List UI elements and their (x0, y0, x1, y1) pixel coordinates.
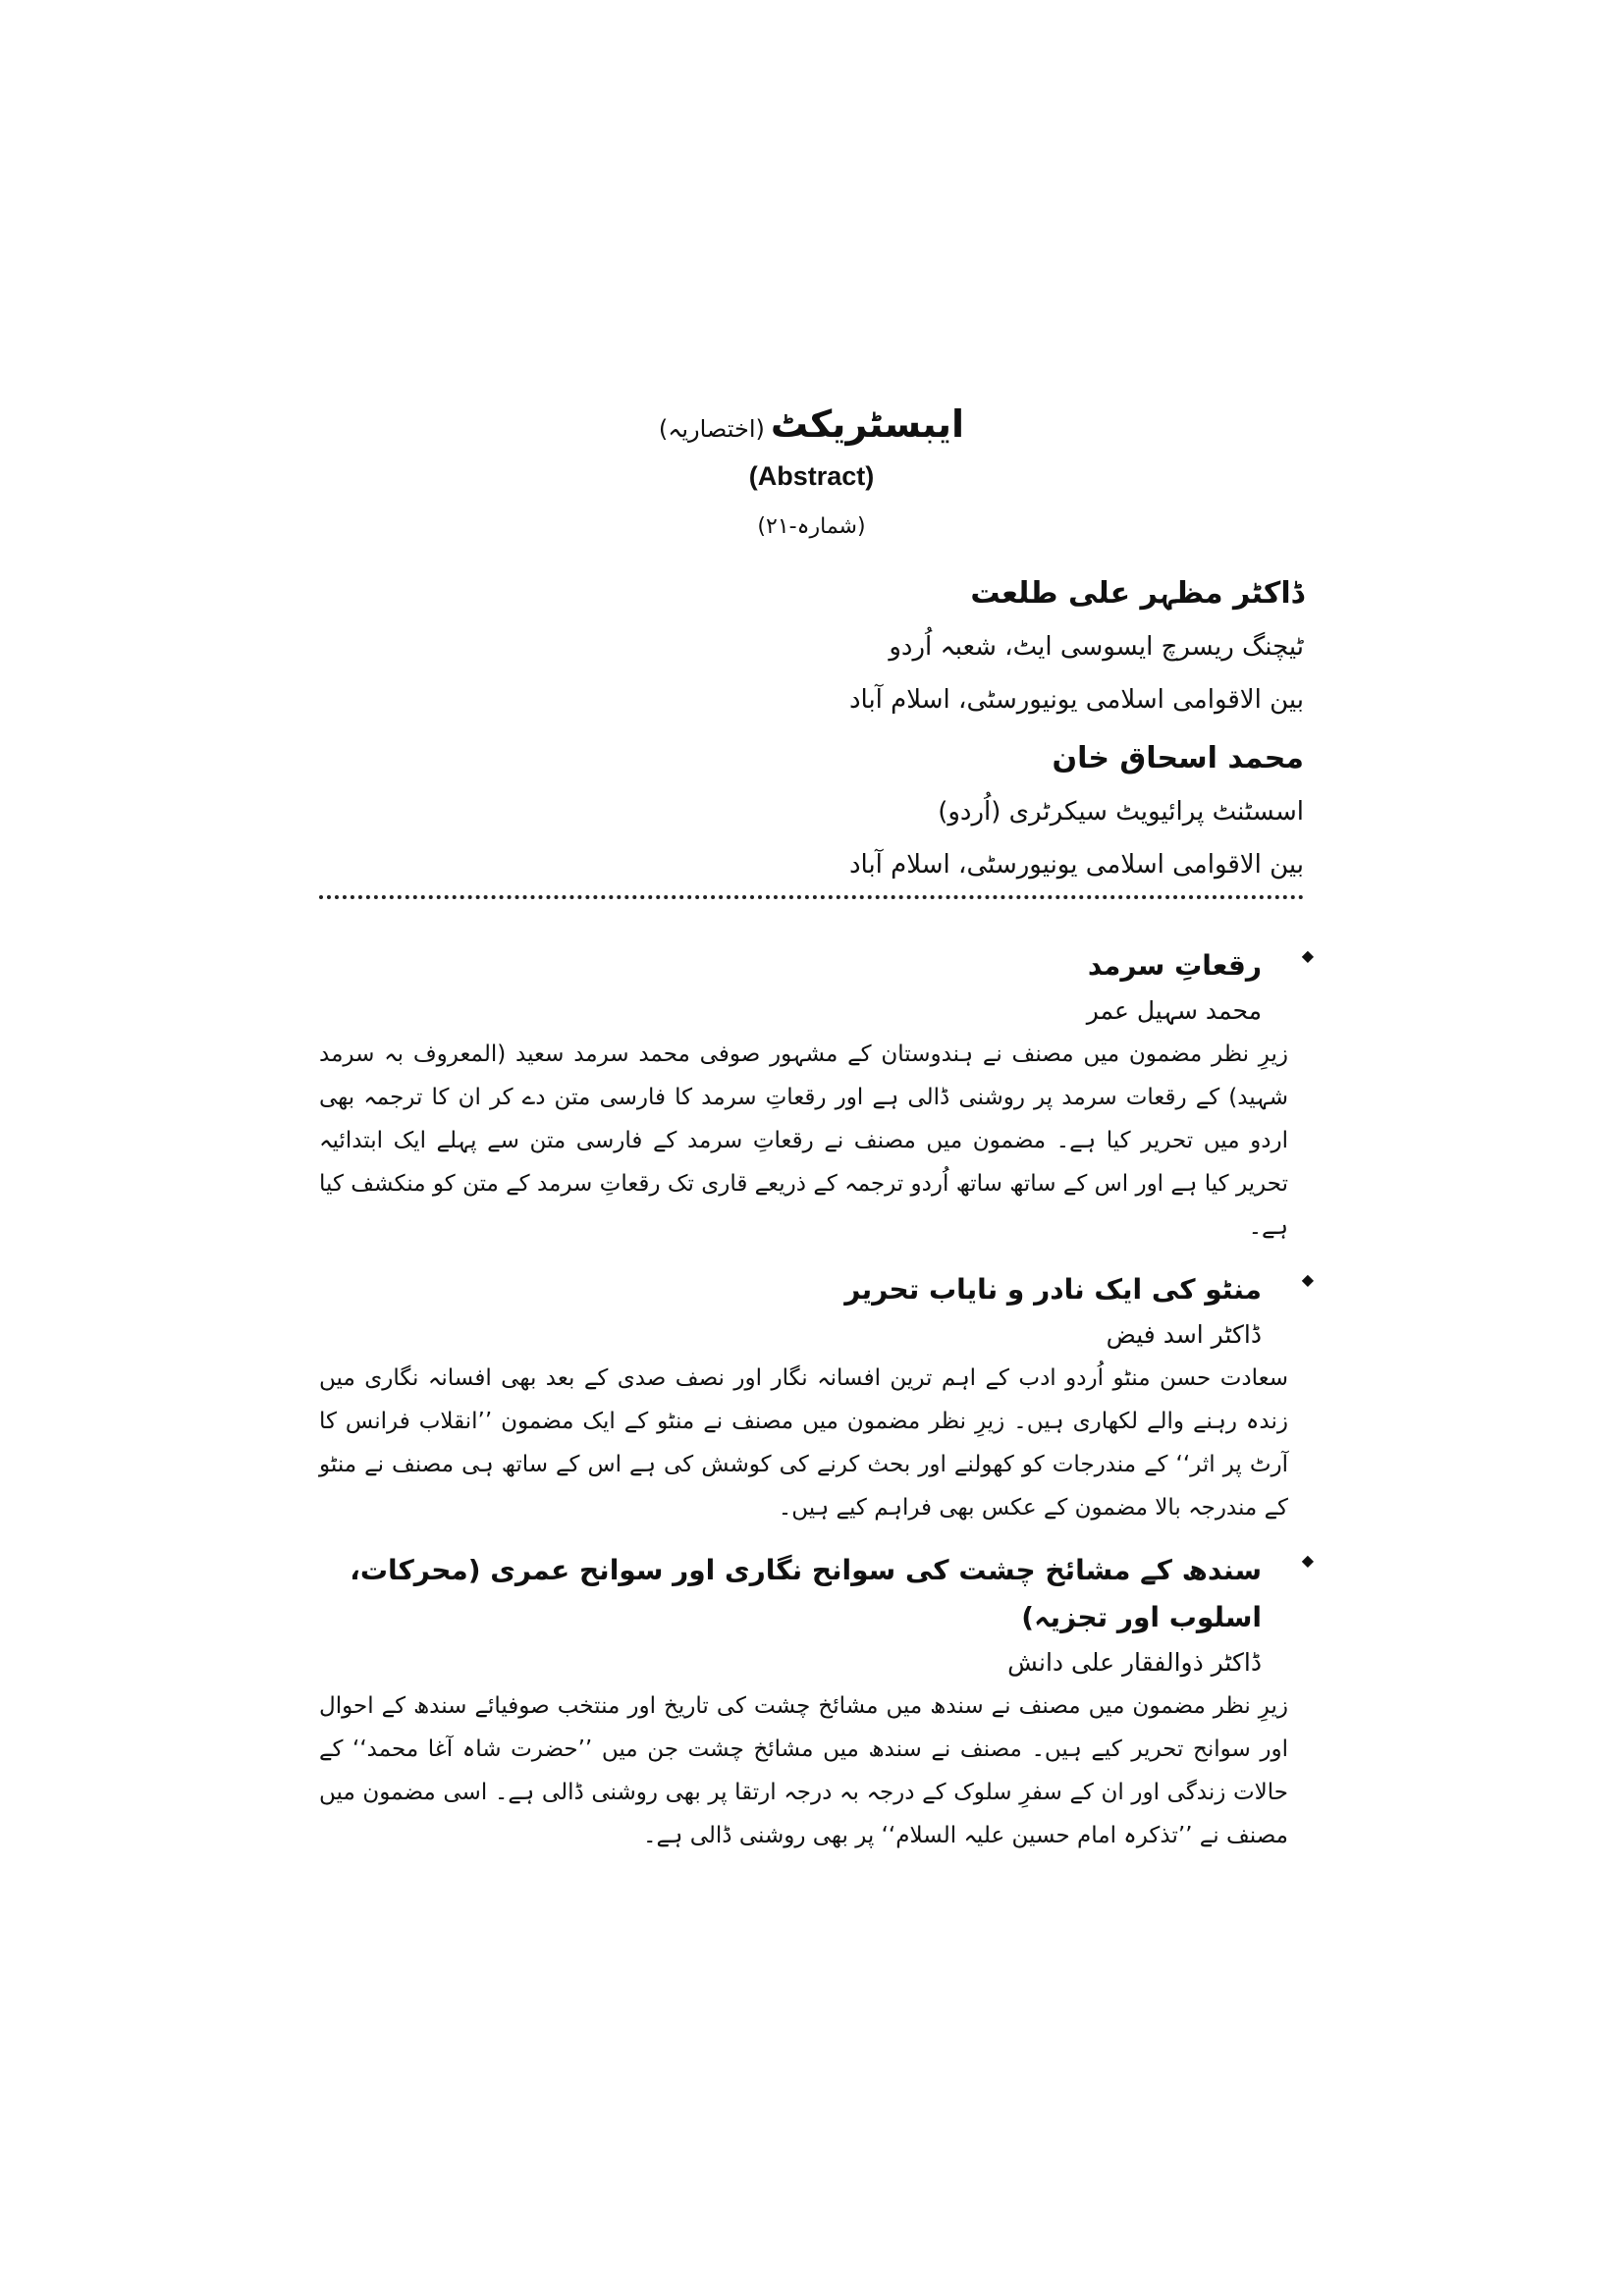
dotted-divider (319, 895, 1304, 899)
article-abstract: زیرِ نظر مضمون میں مصنف نے ہندوستان کے مشہور صوفی محمد سرمد سعید (المعروف بہ سرمد شہید) کے رقعات سرمد پر روشنی ڈالی ہے اور رقعاتِ سرمد کا فارسی متن دے کر ان کا ترجمہ بھی اردو میں تحریر کیا ہے۔ مضمون میں مصنف نے رقعاتِ سرمد کے فارسی متن سے پہلے ایک ابتدائیہ تحریر کیا ہے اور اس کے ساتھ ساتھ اُردو ترجمہ کے ذریعے قاری تک رقعاتِ سرمد کے متن کو منکشف کیا ہے۔ (319, 1041, 1288, 1240)
title-english: (Abstract) (748, 461, 875, 491)
diamond-bullet-icon: ◆ (1301, 1270, 1314, 1289)
author-entry (558, 567, 1304, 726)
author-affiliation: بین الاقوامی اسلامی یونیورسٹی، اسلام آباد (848, 685, 1304, 715)
article-author: ڈاکٹر ذوالفقار علی دانش (1007, 1648, 1262, 1677)
article-title: منٹو کی ایک نادر و نایاب تحریر (844, 1273, 1262, 1306)
author-affiliation: بین الاقوامی اسلامی یونیورسٹی، اسلام آباد (848, 850, 1304, 880)
author-affiliation: ٹیچنگ ریسرچ ایسوسی ایٹ، شعبہ اُردو (889, 632, 1304, 662)
article-entry (319, 942, 1314, 1249)
article-entry (319, 1266, 1314, 1529)
article-title: سندھ کے مشائخ چشت کی سوانح نگاری اور سوانح عمری (محرکات، اسلوب اور تجزیہ) (350, 1554, 1262, 1633)
article-author: محمد سہیل عمر (1086, 996, 1262, 1025)
article-author: ڈاکٹر اسد فیض (1106, 1320, 1262, 1349)
issue-number: (شمارہ-۲۱) (757, 514, 866, 539)
article-abstract: سعادت حسن منٹو اُردو ادب کے اہم ترین افسانہ نگار اور نصف صدی کے بعد بھی افسانہ نگاری میں زندہ رہنے والے لکھاری ہیں۔ زیرِ نظر مضمون میں مصنف نے منٹو کے ایک مضمون ’’انقلاب فرانس کا آرٹ پر اثر‘‘ کے مندرجات کو کھولنے اور بحث کرنے کی کوشش کی ہے اس کے ساتھ ہی مصنف نے منٹو کے مندرجہ بالا مضمون کے عکس بھی فراہم کیے ہیں۔ (319, 1365, 1288, 1521)
title-sub: (اختصاریہ) (658, 415, 765, 443)
article-title: رقعاتِ سرمد (1087, 949, 1262, 982)
author-name: ڈاکٹر مظہر علی طلعت (970, 576, 1304, 611)
authors-block (558, 567, 1304, 897)
diamond-bullet-icon: ◆ (1301, 946, 1314, 965)
diamond-bullet-icon: ◆ (1301, 1551, 1314, 1570)
author-name: محمد اسحاق خان (1052, 741, 1304, 775)
author-affiliation: اسسٹنٹ پرائیویٹ سیکرٹری (اُردو) (938, 797, 1304, 827)
author-entry (558, 732, 1304, 891)
page-title (0, 402, 1623, 446)
title-main: ایبسٹریکٹ (770, 402, 965, 446)
article-abstract: زیرِ نظر مضمون میں مصنف نے سندھ میں مشائخ چشت کی تاریخ اور منتخب صوفیائے سندھ کے احوال اور سوانح تحریر کیے ہیں۔ مصنف نے سندھ میں مشائخ چشت جن میں ’’حضرت شاہ آغا محمد‘‘ کے حالات زندگی اور ان کے سفرِ سلوک کے درجہ بہ درجہ ارتقا پر بھی روشنی ڈالی ہے۔ اسی مضمون میں مصنف نے ’’تذکرہ امام حسین علیہ السلام‘‘ پر بھی روشنی ڈالی ہے۔ (319, 1693, 1288, 1848)
article-entry (319, 1547, 1314, 1857)
articles-list (319, 942, 1314, 1875)
